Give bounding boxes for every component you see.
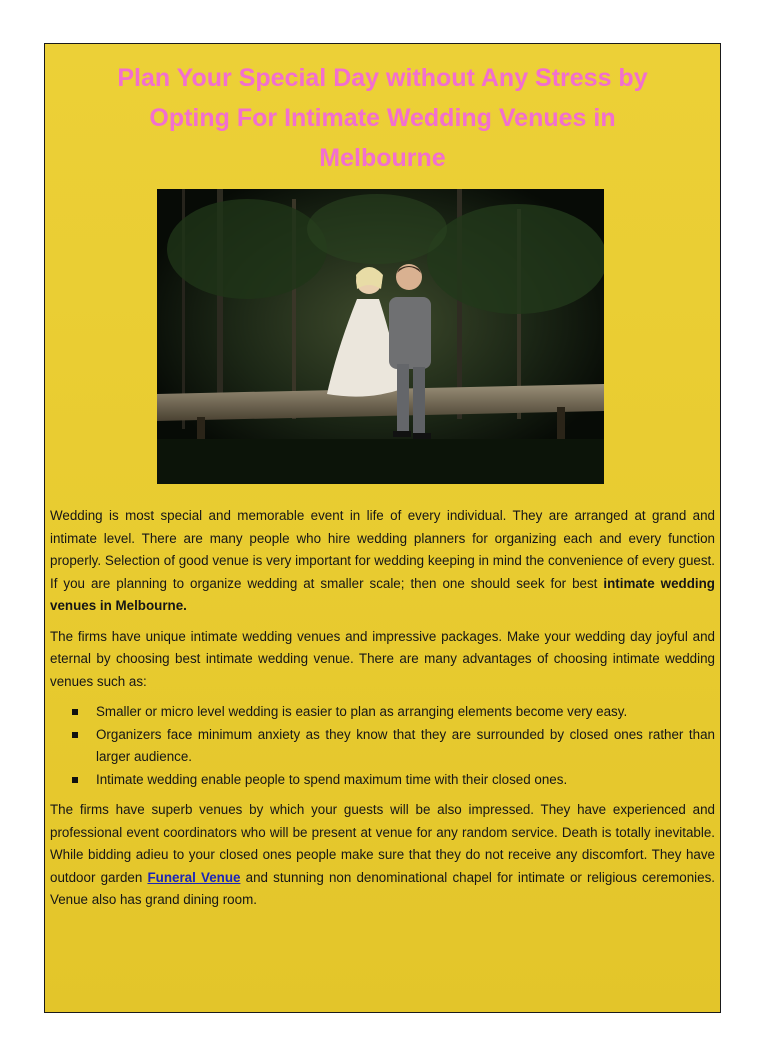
list-item-text: Intimate wedding enable people to spend maximum time with their closed ones. [96, 771, 568, 787]
page-title [65, 58, 700, 178]
bullet-square-icon [72, 709, 78, 715]
list-item-text: Organizers face minimum anxiety as they know that they are surrounded by closed ones rather than larger audience. [96, 726, 715, 764]
title-line-2: Opting For Intimate Wedding Venues in [149, 104, 616, 132]
paragraph-1 [50, 505, 715, 618]
paragraph-1-bold: intimate wedding venues in Melbourne. [50, 575, 715, 613]
photo-illustration [157, 189, 604, 484]
paragraph-3-text-after: and stunning non denominational chapel for intimate or religious ceremonies. Venue also has grand dining room. [50, 869, 715, 907]
list-item [50, 724, 715, 769]
wedding-couple-photo [157, 189, 604, 484]
title-line-3: Melbourne [319, 144, 446, 172]
list-item [50, 769, 715, 792]
paragraph-3-text-before: The firms have superb venues by which your guests will be also impressed. They have experienced and professional event coordinators who will be present at venue for any random service. Death is totally inevitable. While bidding adieu to your closed ones people make sure that they do not receive any discomfort. They have outdoor garden [50, 802, 715, 885]
paragraph-3 [50, 799, 715, 912]
list-item-text: Smaller or micro level wedding is easier to plan as arranging elements become very easy. [96, 704, 628, 719]
advantages-list [50, 701, 715, 791]
title-line-1: Plan Your Special Day without Any Stress by [117, 64, 648, 92]
paragraph-2: The firms have unique intimate wedding venues and impressive packages. Make your wedding day joyful and eternal by choosing best intimate wedding venue. There are many advantages of choosing intimate wedding venues such as: [50, 628, 715, 689]
bullet-square-icon [72, 732, 78, 738]
document-page [44, 43, 721, 1013]
bullet-square-icon [72, 777, 78, 783]
paragraph-1-text: Wedding is most special and memorable event in life of every individual. They are arranged at grand and intimate level. There are many people who hire wedding planners for organizing each and every function properly. Selection of good venue is very important for wedding keeping in mind the convenience of every guest. If you are planning to organize wedding at smaller scale; then one should seek for best [50, 508, 715, 591]
funeral-venue-link[interactable]: Funeral Venue [147, 869, 241, 885]
list-item [50, 701, 715, 724]
article-body [50, 505, 715, 920]
